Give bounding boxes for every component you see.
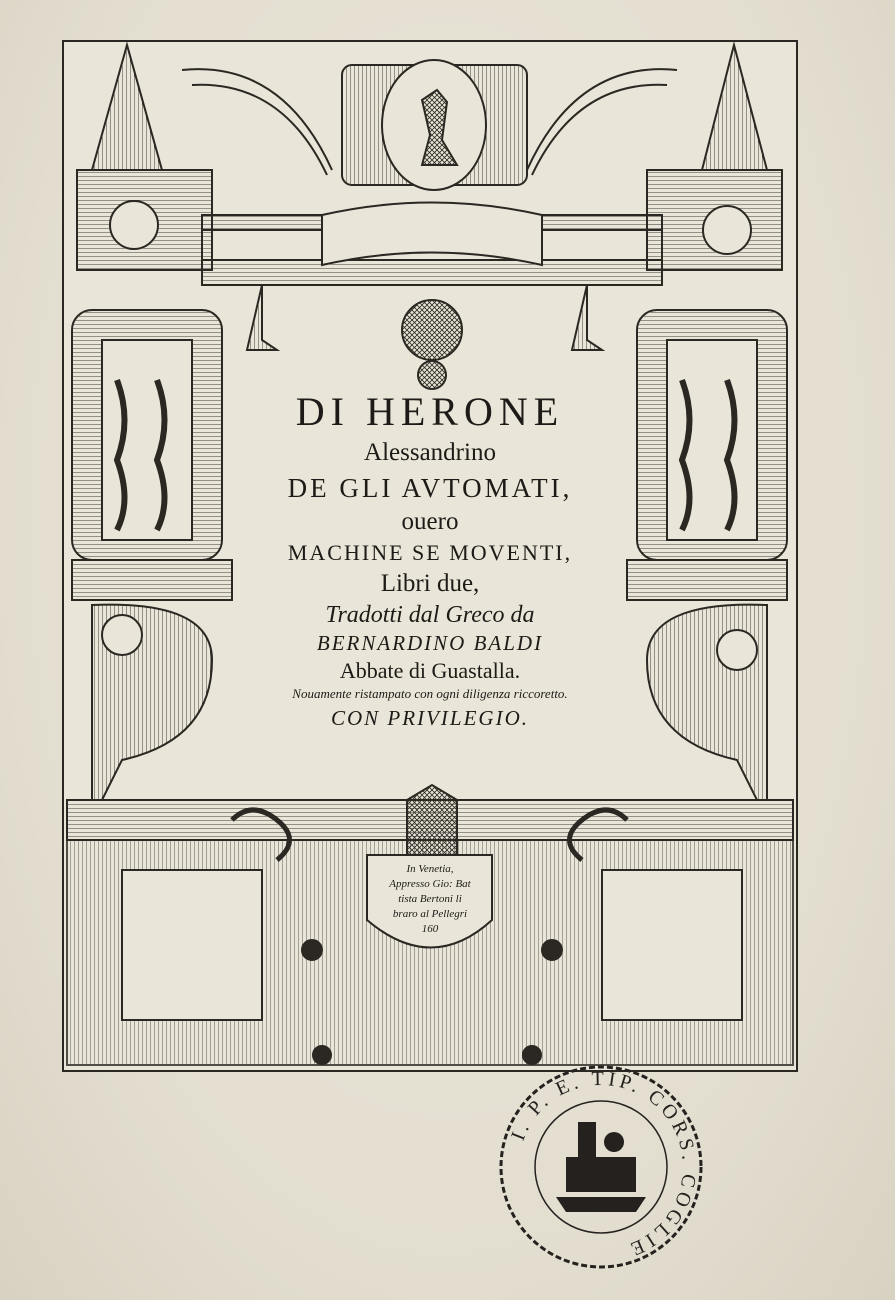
reprint-note: Nouamente ristampato con ogni diligenza riccoretto. <box>292 686 568 701</box>
conjunction: ouero <box>401 508 459 535</box>
imprint-place: In Venetia, <box>406 863 454 875</box>
translator-name: BERNARDINO BALDI <box>316 631 544 655</box>
work-subtitle: MACHINE SE MOVENTI, <box>287 540 573 565</box>
volume-count: Libri due, <box>380 570 480 597</box>
author-heading: DI HERONE <box>295 389 565 434</box>
privilege-line: CON PRIVILEGIO. <box>331 706 529 730</box>
imprint-printer-3: braro al Pellegri <box>392 908 468 920</box>
translator-title: Abbate di Guastalla. <box>339 658 521 683</box>
imprint-text <box>378 862 482 937</box>
stamp-emblem-icon <box>556 1122 646 1212</box>
imprint-printer-2: tista Bertoni li <box>398 893 462 905</box>
library-stamp <box>496 1062 706 1272</box>
title-page-text <box>200 388 660 731</box>
work-title: DE GLI AVTOMATI, <box>287 473 573 503</box>
imprint-year: 160 <box>421 923 439 935</box>
author-origin: Alessandrino <box>364 439 496 466</box>
translation-note: Tradotti dal Greco da <box>325 602 535 628</box>
imprint-printer-1: Appresso Gio: Bat <box>389 878 471 890</box>
stamp-ring-text: I. P. E. TIP. CORS. COGLIE <box>507 1067 701 1262</box>
